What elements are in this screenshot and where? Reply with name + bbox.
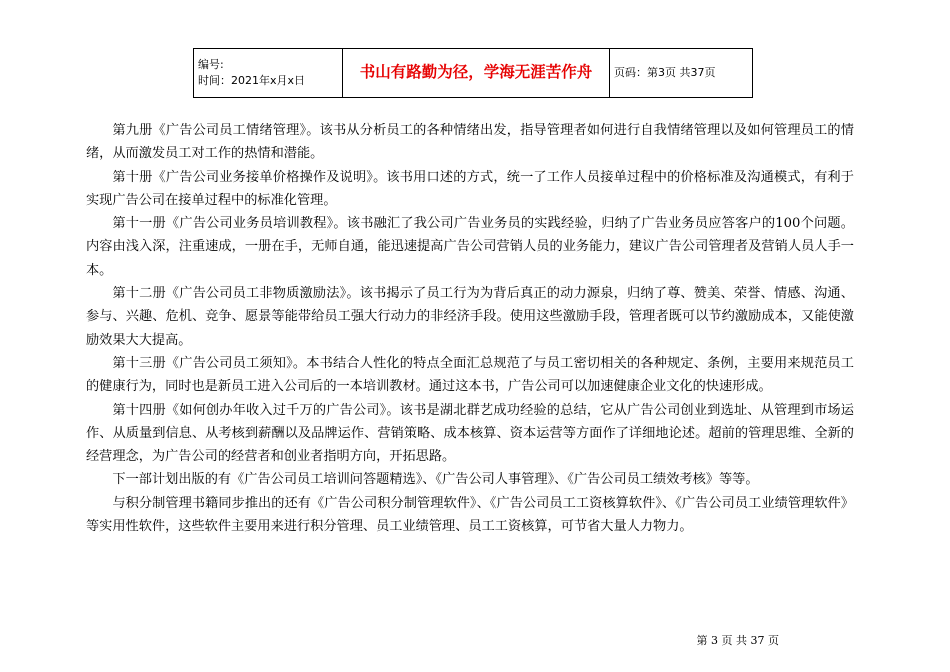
document-number-label: 编号: — [198, 58, 224, 71]
paragraph: 第十二册《广告公司员工非物质激励法》。该书揭示了员工行为为背后真正的动力源泉，归纳了尊、赞美、荣誉、情感、沟通、参与、兴趣、危机、竞争、愿景等能带给员工强大行动力的非经济手段。使用这些激励手段，管理者既可以节约激励成本，又能使激励效果大大提高。 — [86, 286, 854, 348]
document-time-label: 时间：2021年x月x日 — [198, 74, 306, 87]
paragraph: 下一部计划出版的有《广告公司员工培训问答题精选》、《广告公司人事管理》、《广告公司员工绩效考核》等等。 — [112, 472, 759, 488]
header-motto-cell — [343, 49, 610, 98]
paragraph: 第十册《广告公司业务接单价格操作及说明》。该书用口述的方式，统一了工作人员接单过程中的价格标准及沟通模式，有利于实现广告公司在接单过程中的标准化管理。 — [86, 169, 854, 208]
header-meta-cell — [194, 49, 343, 98]
header-page-label: 页码：第3页 共37页 — [614, 66, 716, 79]
paragraph: 与积分制管理书籍同步推出的还有《广告公司积分制管理软件》、《广告公司员工工资核算软件》、《广告公司员工业绩管理软件》等实用性软件，这些软件主要用来进行积分管理、员工业绩管理、员工工资核算，可节省大量人力物力。 — [86, 495, 854, 535]
document-body — [86, 119, 854, 538]
paragraph: 第九册《广告公司员工情绪管理》。该书从分析员工的各种情绪出发，指导管理者如何进行自我情绪管理以及如何管理员工的情绪，从而激发员工对工作的热情和潜能。 — [86, 123, 854, 162]
paragraph: 第十三册《广告公司员工须知》。本书结合人性化的特点全面汇总规范了与员工密切相关的各种规定、条例，主要用来规范员工的健康行为，同时也是新员工进入公司后的一本培训教材。通过这本书，广告公司可以加速健康企业文化的快速形成。 — [86, 355, 854, 395]
header-page-cell — [610, 49, 753, 98]
page-number-footer: 第 3 页 共 37 页 — [696, 634, 779, 647]
document-header — [193, 48, 753, 98]
header-motto: 书山有路勤为径，学海无涯苦作舟 — [359, 63, 593, 81]
paragraph: 第十一册《广告公司业务员培训教程》。该书融汇了我公司广告业务员的实践经验，归纳了广告业务员应答客户的100个问题。内容由浅入深，注重速成，一册在手，无师自通，能迅速提高广告公司营销人员的业务能力，建议广告公司管理者及营销人员人手一本。 — [86, 216, 854, 278]
paragraph: 第十四册《如何创办年收入过千万的广告公司》。该书是湖北群艺成功经验的总结，它从广告公司创业到选址、从管理到市场运作、从质量到信息、从考核到薪酬以及品牌运作、营销策略、成本核算、资本运营等方面作了详细地论述。超前的管理思维、全新的经营理念，为广告公司的经营者和创业者指明方向，开拓思路。 — [86, 402, 854, 465]
